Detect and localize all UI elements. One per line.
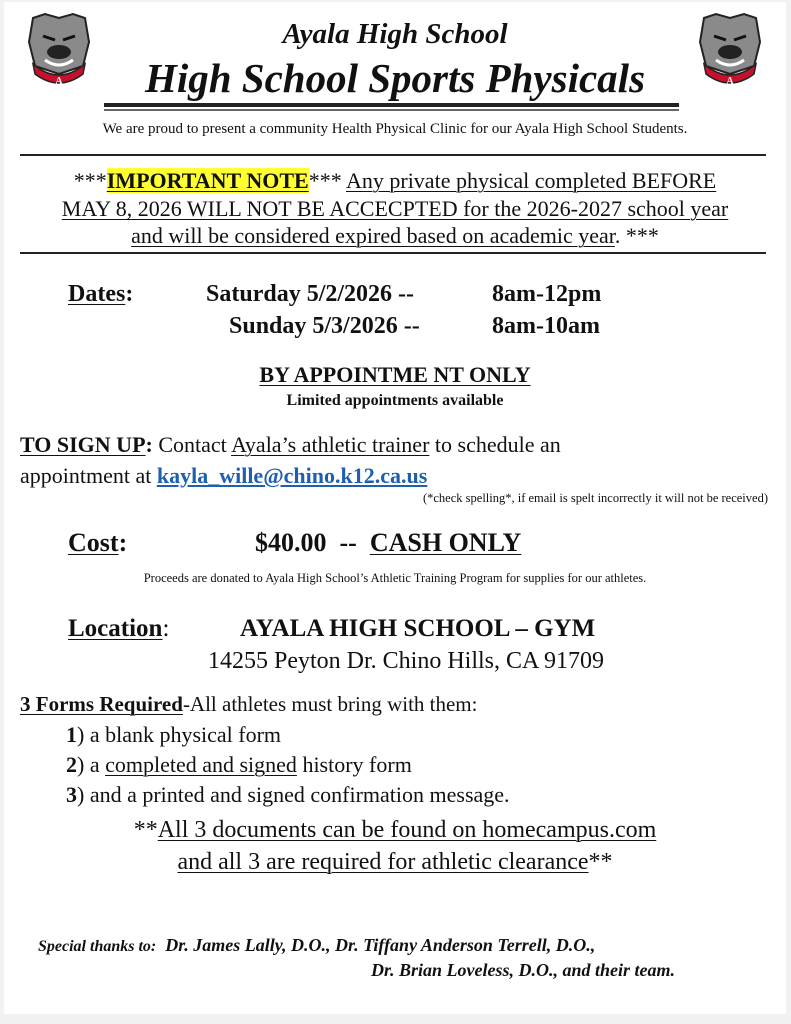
date-row-2-time: 8am-10am bbox=[492, 313, 600, 339]
appointment-only: BY APPOINTME NT ONLY bbox=[259, 362, 531, 387]
school-name: Ayala High School bbox=[282, 18, 508, 50]
signup-line-2: appointment at kayla_wille@chino.k12.ca.us bbox=[20, 463, 428, 488]
location-address: 14255 Peyton Dr. Chino Hills, CA 91709 bbox=[208, 648, 605, 674]
proceeds-note: Proceeds are donated to Ayala High School’s Athletic Training Program for supplies for our athletes. bbox=[143, 571, 647, 585]
form-item-1: 1) a blank physical form bbox=[66, 722, 282, 747]
cash-only: CASH ONLY bbox=[369, 528, 522, 557]
documents-line-1: **All 3 documents can be found on homecampus.com bbox=[133, 817, 657, 843]
date-row-1-time: 8am-12pm bbox=[492, 281, 602, 307]
form-item-2: 2) a completed and signed history form bbox=[66, 752, 412, 777]
cost-label: Cost: bbox=[68, 528, 128, 557]
cost-value: $40.00 -- CASH ONLY bbox=[255, 528, 522, 557]
thanks-line-2: Dr. Brian Loveless, D.O., and their team. bbox=[371, 960, 676, 980]
date-row-1-day: Saturday 5/2/2026 -- bbox=[206, 281, 415, 307]
important-note-label: IMPORTANT NOTE bbox=[106, 168, 309, 193]
intro-text: We are proud to present a community Health Physical Clinic for our Ayala High School Students. bbox=[102, 121, 688, 137]
svg-text:A: A bbox=[726, 76, 734, 86]
location-label: Location: bbox=[68, 615, 170, 642]
important-note-line-3: and will be considered expired based on academic year. *** bbox=[131, 223, 659, 248]
dates-label: Dates: bbox=[68, 281, 134, 307]
title-underline bbox=[104, 103, 679, 107]
limited-appointments: Limited appointments available bbox=[286, 392, 504, 409]
flyer-page bbox=[4, 2, 786, 1014]
spelling-note: (*check spelling*, if email is spelt incorrectly it will not be received) bbox=[422, 491, 768, 505]
documents-line-2: and all 3 are required for athletic clearance** bbox=[177, 849, 613, 875]
signup-line-1: TO SIGN UP: Contact Ayala’s athletic trainer to schedule an bbox=[20, 432, 561, 457]
trainer-email-link[interactable]: kayla_wille@chino.k12.ca.us bbox=[156, 463, 428, 488]
title-underline-shadow bbox=[104, 109, 679, 111]
location-name: AYALA HIGH SCHOOL – GYM bbox=[240, 615, 596, 642]
date-row-2-day: Sunday 5/3/2026 -- bbox=[229, 313, 420, 339]
divider bbox=[20, 252, 766, 254]
forms-heading: 3 Forms Required-All athletes must bring with them: bbox=[20, 692, 478, 716]
form-item-3: 3) and a printed and signed confirmation message. bbox=[66, 782, 510, 807]
signup-label: TO SIGN UP bbox=[20, 432, 146, 457]
important-note-line-2: MAY 8, 2026 WILL NOT BE ACCECPTED for the 2026-2027 school year bbox=[61, 196, 729, 221]
thanks-line-1: Special thanks to: Dr. James Lally, D.O., Dr. Tiffany Anderson Terrell, D.O., bbox=[38, 935, 596, 955]
page-title: High School Sports Physicals bbox=[144, 55, 646, 101]
svg-text:A: A bbox=[55, 76, 63, 86]
divider bbox=[20, 154, 766, 156]
important-note-line-1: ***IMPORTANT NOTE*** Any private physical completed BEFORE bbox=[73, 168, 717, 193]
